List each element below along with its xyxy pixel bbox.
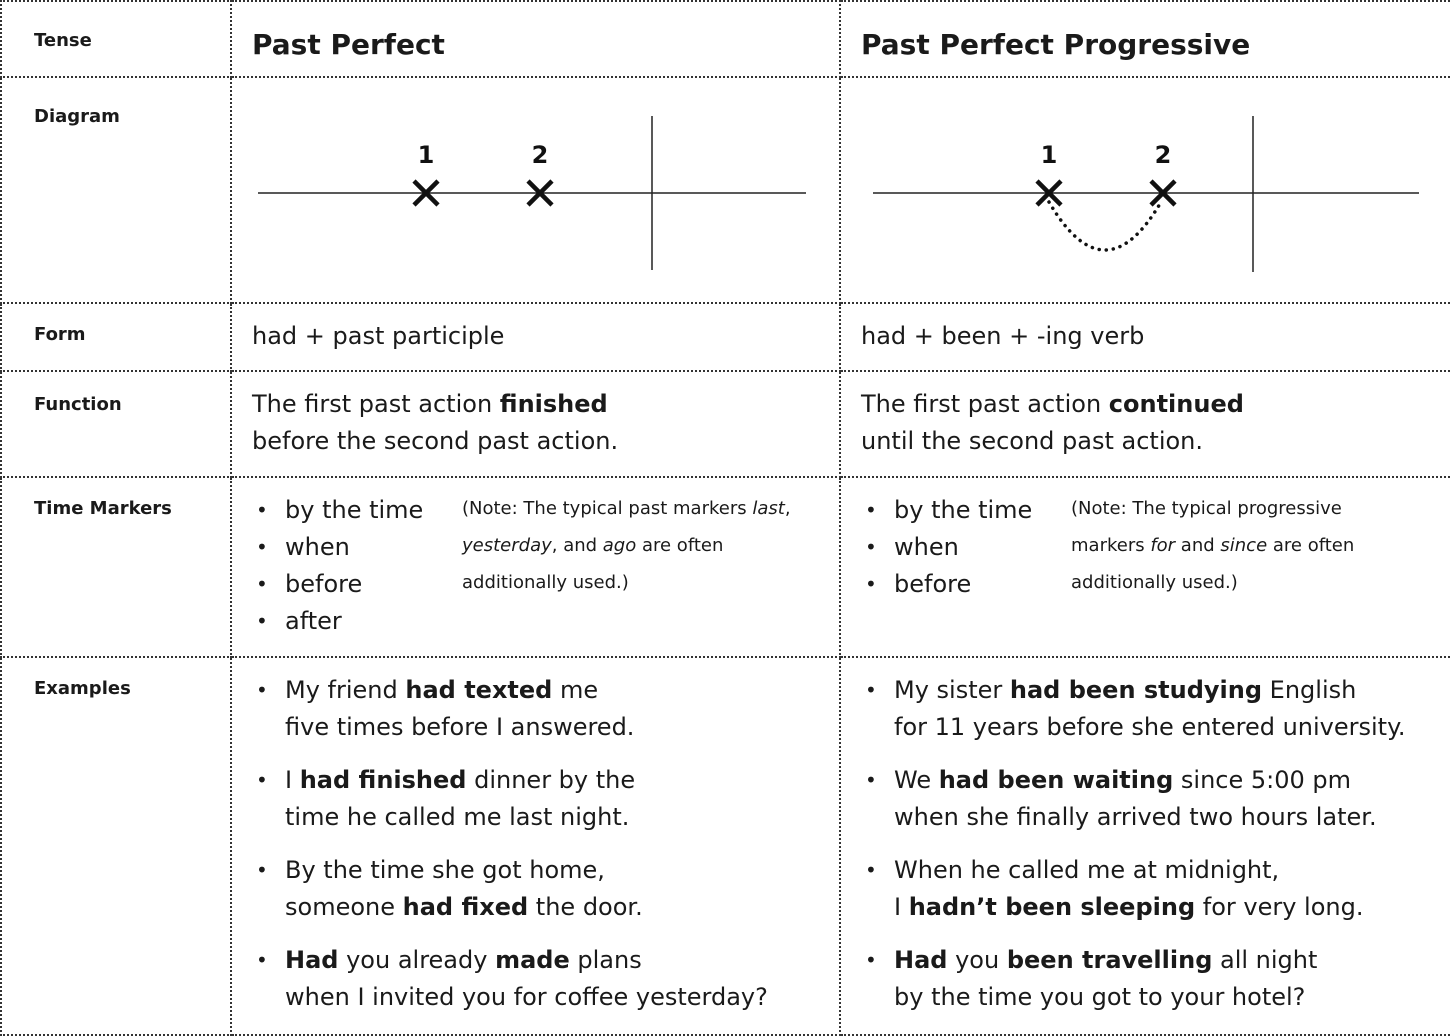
label-form: Form [1,303,231,371]
time-marker-list [861,492,1071,603]
function-line-1: The first past action finished [252,390,608,418]
timeline-diagram-past-perfect-progressive [841,78,1450,298]
point-label-1: 1 [1040,141,1058,169]
header-past-perfect: Past Perfect [231,1,840,77]
list-item: • after [252,603,462,640]
label-function: Function [1,371,231,477]
time-markers-past-perfect-progressive [840,477,1452,657]
tense-row [1,1,1452,77]
duration-arc [1049,202,1161,250]
list-item: • My friend had texted me five times before I answered. [252,672,839,746]
examples-past-perfect [231,657,840,1035]
function-line-2: until the second past action. [861,427,1204,455]
label-examples: Examples [1,657,231,1035]
diagram-past-perfect-cell [231,77,840,303]
form-past-perfect-progressive: had + been + -ing verb [840,303,1452,371]
form-row [1,303,1452,371]
label-diagram: Diagram [1,77,231,303]
time-markers-row [1,477,1452,657]
label-time-markers: Time Markers [1,477,231,657]
point-label-2: 2 [531,141,549,169]
function-past-perfect-progressive [840,371,1452,477]
list-item: • by the time [252,492,462,529]
time-marker-note: (Note: The typical past markers last, yesterday, and ago are often additionally used.) [462,498,791,593]
list-item: • before [861,566,1071,603]
list-item: • We had been waiting since 5:00 pm when she finally arrived two hours later. [861,762,1452,836]
function-row [1,371,1452,477]
time-marker-note: (Note: The typical progressive markers for and since are often additionally used.) [1071,498,1355,593]
function-line-2: before the second past action. [252,427,619,455]
point-label-2: 2 [1154,141,1172,169]
form-past-perfect: had + past participle [231,303,840,371]
time-marker-list [252,492,462,640]
list-item: • When he called me at midnight, I hadn’t been sleeping for very long. [861,852,1452,926]
diagram-past-perfect-progressive-cell [840,77,1452,303]
timeline-diagram-past-perfect [232,78,837,298]
function-past-perfect [231,371,840,477]
list-item: • By the time she got home, someone had fixed the door. [252,852,839,926]
header-past-perfect-progressive: Past Perfect Progressive [840,1,1452,77]
list-item: • when [252,529,462,566]
function-line-1: The first past action continued [861,390,1244,418]
time-markers-past-perfect [231,477,840,657]
list-item: • before [252,566,462,603]
list-item: • My sister had been studying English for 11 years before she entered university. [861,672,1452,746]
list-item: • when [861,529,1071,566]
examples-past-perfect-progressive [840,657,1452,1035]
example-list [252,672,839,1016]
list-item: • I had finished dinner by the time he called me last night. [252,762,839,836]
diagram-row [1,77,1452,303]
list-item: • Had you been travelling all night by the time you got to your hotel? [861,942,1452,1016]
list-item: • by the time [861,492,1071,529]
label-tense: Tense [1,1,231,77]
point-label-1: 1 [417,141,435,169]
examples-row [1,657,1452,1035]
example-list [861,672,1452,1016]
list-item: • Had you already made plans when I invited you for coffee yesterday? [252,942,839,1016]
